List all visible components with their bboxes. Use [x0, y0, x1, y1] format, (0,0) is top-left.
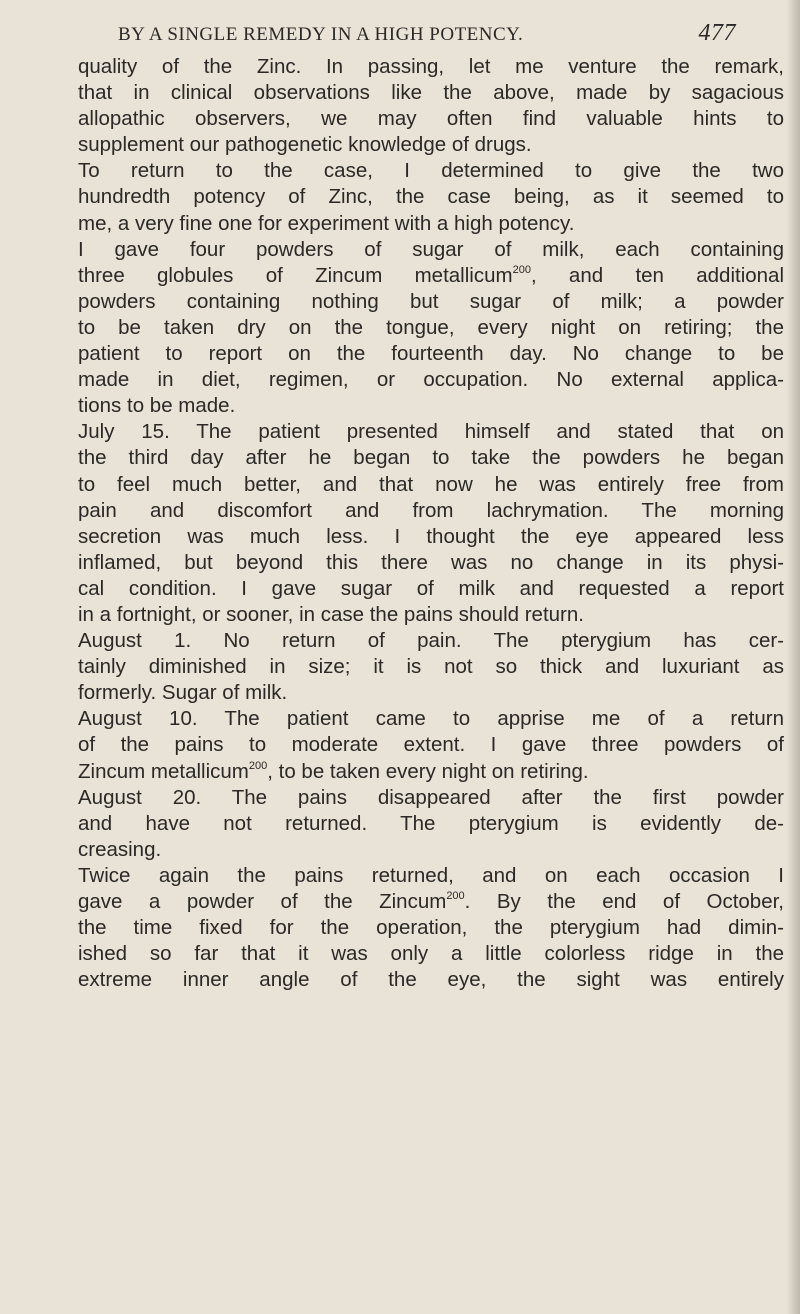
running-header: [118, 20, 736, 50]
body-text: [78, 54, 784, 993]
running-title: BY A SINGLE REMEDY IN A HIGH POTENCY.: [118, 24, 524, 45]
text-line: [78, 785, 784, 811]
text-line: [78, 184, 784, 210]
text-line: [78, 524, 784, 550]
text-line: [78, 498, 784, 524]
text-line-segment: secretion was much less. I thought the eye appeared less: [78, 524, 784, 548]
text-line-segment: of the pains to moderate extent. I gave three powders of: [78, 733, 784, 757]
text-line-segment: the third day after he began to take the powders he began: [78, 446, 784, 470]
text-line-segment: that in clinical observations like the above, made by sagacious: [78, 81, 784, 105]
text-line: [78, 289, 784, 315]
text-line-segment: quality of the Zinc. In passing, let me venture the remark,: [78, 55, 784, 78]
text-line-segment: tainly diminished in size; it is not so thick and luxuriant as: [78, 655, 784, 679]
text-line: [78, 576, 784, 602]
text-line: [78, 602, 784, 628]
text-line: [78, 445, 784, 471]
text-line-segment: supplement our pathogenetic knowledge of drugs.: [78, 133, 532, 157]
text-line-segment: , to be taken every night on retiring.: [267, 759, 589, 783]
text-line: [78, 550, 784, 576]
text-line: [78, 628, 784, 654]
text-line-segment: patient to report on the fourteenth day. No change to be: [78, 342, 784, 366]
text-line: [78, 889, 784, 915]
text-line-segment: Zincum metallicum: [78, 759, 249, 783]
text-line: [78, 837, 784, 863]
text-line: [78, 132, 784, 158]
text-line: [78, 654, 784, 680]
text-line: [78, 263, 784, 289]
text-line-segment: in a fortnight, or sooner, in case the pains should return.: [78, 602, 584, 626]
text-line: [78, 211, 784, 237]
text-line-segment: the time fixed for the operation, the pterygium had dimin-: [78, 916, 784, 940]
text-line: [78, 759, 784, 785]
text-line-segment: formerly. Sugar of milk.: [78, 681, 288, 705]
text-line: [78, 941, 784, 967]
potency-superscript: 200: [248, 759, 268, 772]
text-line-segment: to feel much better, and that now he was entirely free from: [78, 472, 784, 496]
text-line: [78, 680, 784, 706]
text-line: [78, 341, 784, 367]
text-line-segment: , and ten additional: [530, 263, 785, 287]
text-line-segment: extreme inner angle of the eye, the sight was entirely: [78, 968, 784, 992]
text-line: [78, 367, 784, 393]
text-line: [78, 706, 784, 732]
text-line-segment: August 20. The pains disappeared after the first powder: [78, 785, 784, 809]
text-line: [78, 158, 784, 184]
text-line-segment: pain and discomfort and from lachrymation. The morning: [78, 498, 784, 522]
text-line-segment: August 10. The patient came to apprise me of a return: [78, 707, 784, 731]
text-line: [78, 472, 784, 498]
page-number: 477: [698, 20, 736, 46]
text-line-segment: three globules of Zincum metallicum: [78, 263, 513, 287]
text-line-segment: ished so far that it was only a little colorless ridge in the: [78, 942, 784, 966]
text-line: [78, 967, 784, 993]
text-line: [78, 915, 784, 941]
text-line-segment: powders containing nothing but sugar of milk; a powder: [78, 289, 784, 313]
text-line-segment: hundredth potency of Zinc, the case being, as it seemed to: [78, 185, 784, 209]
text-line-segment: . By the end of October,: [464, 890, 784, 913]
potency-superscript: 200: [512, 263, 531, 276]
text-line: [78, 811, 784, 837]
text-line-segment: To return to the case, I determined to give the two: [78, 159, 784, 183]
text-line-segment: creasing.: [78, 837, 162, 861]
text-line: [78, 106, 784, 132]
text-line-segment: August 1. No return of pain. The pterygium has cer-: [78, 629, 784, 653]
text-line-segment: to be taken dry on the tongue, every night on retiring; the: [78, 315, 784, 339]
text-line: [78, 419, 784, 445]
text-line-segment: gave a powder of the Zincum: [78, 890, 447, 913]
text-line-segment: cal condition. I gave sugar of milk and requested a report: [78, 576, 784, 600]
text-line-segment: Twice again the pains returned, and on each occasion I: [78, 863, 784, 887]
text-line: [78, 54, 784, 80]
text-line: [78, 237, 784, 263]
text-line-segment: me, a very fine one for experiment with a high potency.: [78, 211, 575, 235]
text-line-segment: and have not returned. The pterygium is evidently de-: [78, 811, 784, 835]
text-line-segment: I gave four powders of sugar of milk, each containing: [78, 237, 784, 261]
text-line-segment: tions to be made.: [78, 394, 236, 418]
text-line-segment: allopathic observers, we may often find valuable hints to: [78, 107, 784, 131]
text-line: [78, 863, 784, 889]
potency-superscript: 200: [446, 890, 465, 902]
text-line: [78, 393, 784, 419]
text-line-segment: inflamed, but beyond this there was no change in its physi-: [78, 550, 784, 574]
text-line-segment: July 15. The patient presented himself and stated that on: [78, 420, 784, 444]
text-line: [78, 80, 784, 106]
text-line: [78, 315, 784, 341]
text-line-segment: made in diet, regimen, or occupation. No external applica-: [78, 368, 784, 392]
text-line: [78, 732, 784, 758]
page-edge-shadow: [786, 0, 800, 1314]
